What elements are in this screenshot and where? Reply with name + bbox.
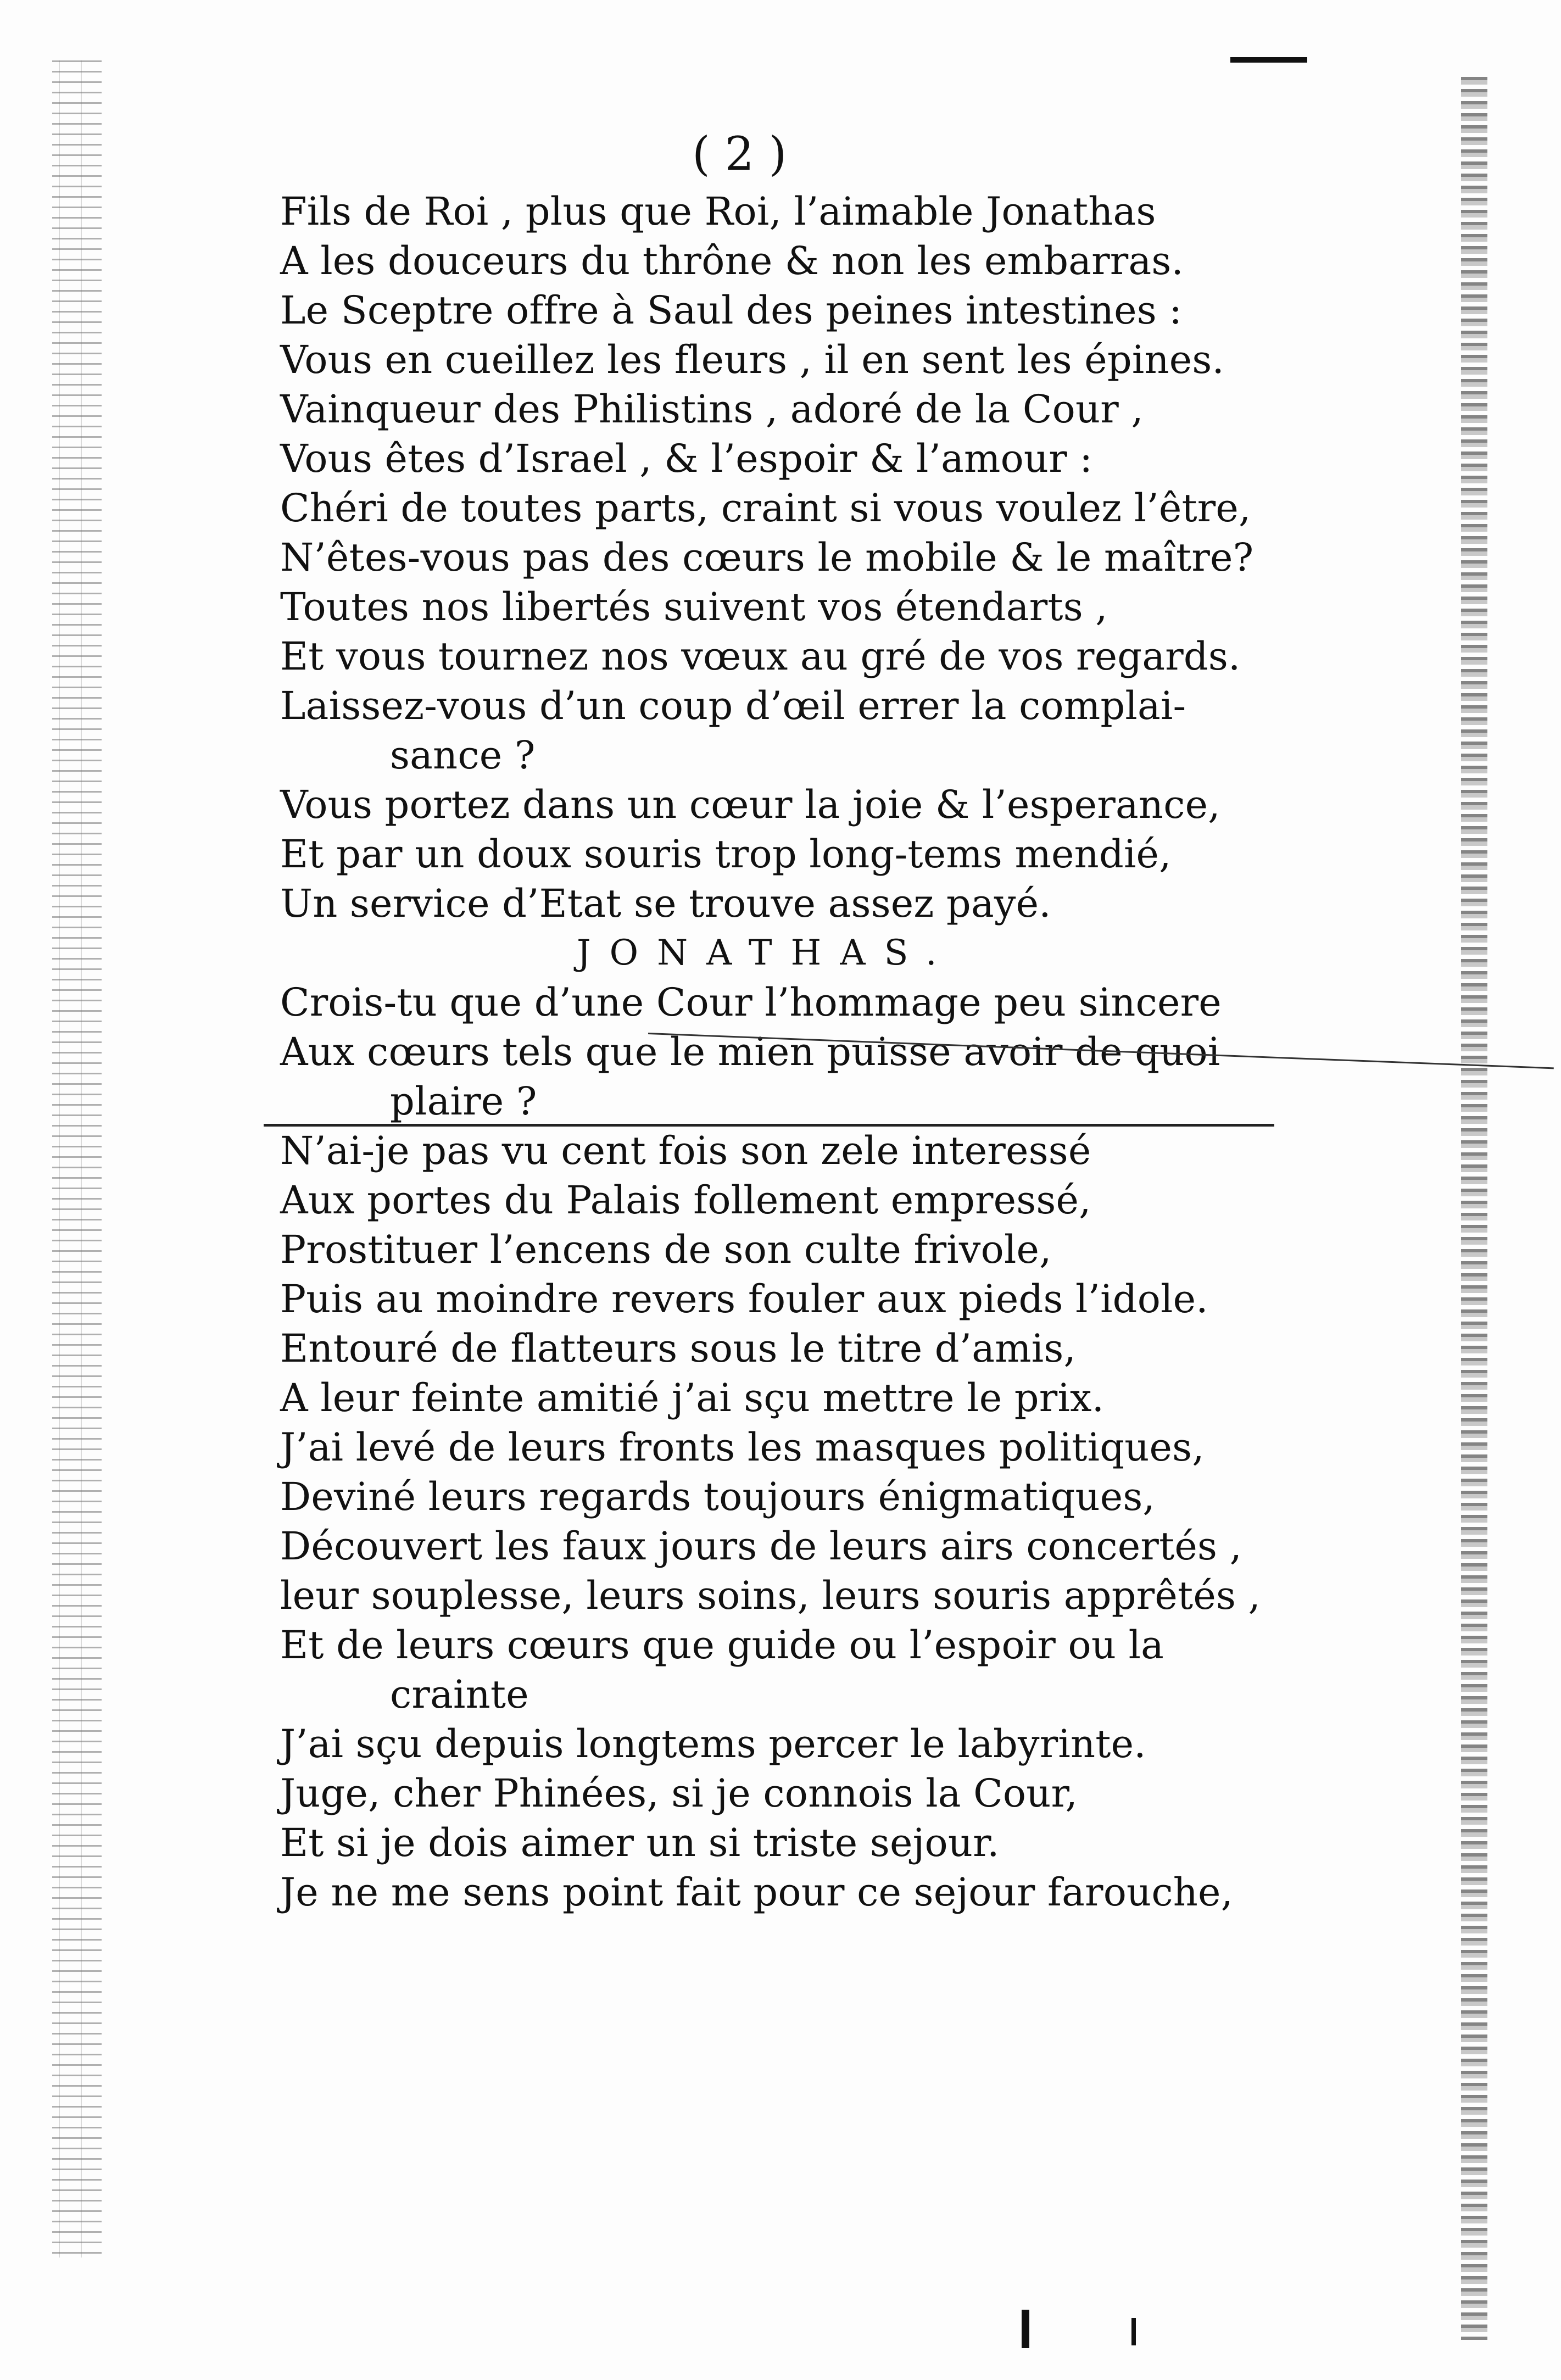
verse-line: plaire ?: [390, 1079, 537, 1124]
verse-line: Et vous tournez nos vœux au gré de vos regards.: [280, 634, 1241, 679]
verse-line: N’êtes-vous pas des cœurs le mobile & le maître?: [280, 535, 1254, 580]
verse-line: Prostituer l’encens de son culte frivole,: [280, 1227, 1052, 1272]
verse-line: Un service d’Etat se trouve assez payé.: [280, 881, 1051, 926]
verse-line: Vous êtes d’Israel , & l’espoir & l’amour :: [280, 436, 1093, 481]
verse-line: A leur feinte amitié j’ai sçu mettre le prix.: [280, 1375, 1105, 1420]
bottom-edge-mark-1: [1022, 2310, 1029, 2348]
verse-line: Puis au moindre revers fouler aux pieds l’idole.: [280, 1277, 1208, 1322]
verse-line: N’ai-je pas vu cent fois son zele interessé: [280, 1128, 1091, 1173]
verse-line: A les douceurs du thrône & non les embarras.: [280, 238, 1184, 283]
verse-line: Je ne me sens point fait pour ce sejour farouche,: [280, 1870, 1234, 1915]
top-edge-mark: [1230, 57, 1307, 63]
verse-line: J’ai sçu depuis longtems percer le labyrinte.: [280, 1721, 1146, 1766]
verse-line: Vous en cueillez les fleurs , il en sent les épines.: [280, 337, 1224, 382]
verse-line: Et si je dois aimer un si triste sejour.: [280, 1820, 1000, 1865]
verse-line: Aux portes du Palais follement empressé,: [280, 1178, 1091, 1223]
binding-edge-left: [52, 60, 102, 2258]
verse-line: Toutes nos libertés suivent vos étendarts ,: [280, 584, 1108, 629]
verse-line: Vous portez dans un cœur la joie & l’esperance,: [280, 782, 1220, 827]
verse-line: Juge, cher Phinées, si je connois la Cour,: [280, 1771, 1078, 1816]
verse-line: Et de leurs cœurs que guide ou l’espoir ou la: [280, 1623, 1164, 1668]
verse-line: Aux cœurs tels que le mien puisse avoir de quoi: [280, 1029, 1220, 1074]
binding-edge-right: [1461, 77, 1487, 2340]
bottom-edge-mark-2: [1131, 2318, 1136, 2345]
verse-line: Crois-tu que d’une Cour l’hommage peu sincere: [280, 980, 1222, 1025]
verse-line: J’ai levé de leurs fronts les masques politiques,: [280, 1425, 1205, 1470]
page-number: ( 2 ): [692, 127, 787, 181]
verse-text-block: [280, 187, 1368, 1917]
verse-line: crainte: [390, 1672, 529, 1717]
verse-line: Le Sceptre offre à Saul des peines intestines :: [280, 288, 1183, 333]
verse-line: Vainqueur des Philistins , adoré de la Cour ,: [280, 387, 1144, 432]
underline-rule: [264, 1124, 1274, 1127]
verse-line: Laissez-vous d’un coup d’œil errer la complai-: [280, 683, 1186, 728]
verse-line: Fils de Roi , plus que Roi, l’aimable Jonathas: [280, 189, 1156, 234]
verse-line: Chéri de toutes parts, craint si vous voulez l’être,: [280, 486, 1251, 531]
verse-line: sance ?: [390, 733, 536, 778]
verse-line: Entouré de flatteurs sous le titre d’amis,: [280, 1326, 1076, 1371]
verse-line: Découvert les faux jours de leurs airs concertés ,: [280, 1524, 1242, 1569]
verse-line: Deviné leurs regards toujours énigmatiques,: [280, 1474, 1155, 1519]
speaker-name: JONATHAS.: [577, 933, 956, 973]
verse-line: Et par un doux souris trop long-tems mendié,: [280, 832, 1172, 877]
verse-line: leur souplesse, leurs soins, leurs souris apprêtés ,: [280, 1573, 1261, 1618]
